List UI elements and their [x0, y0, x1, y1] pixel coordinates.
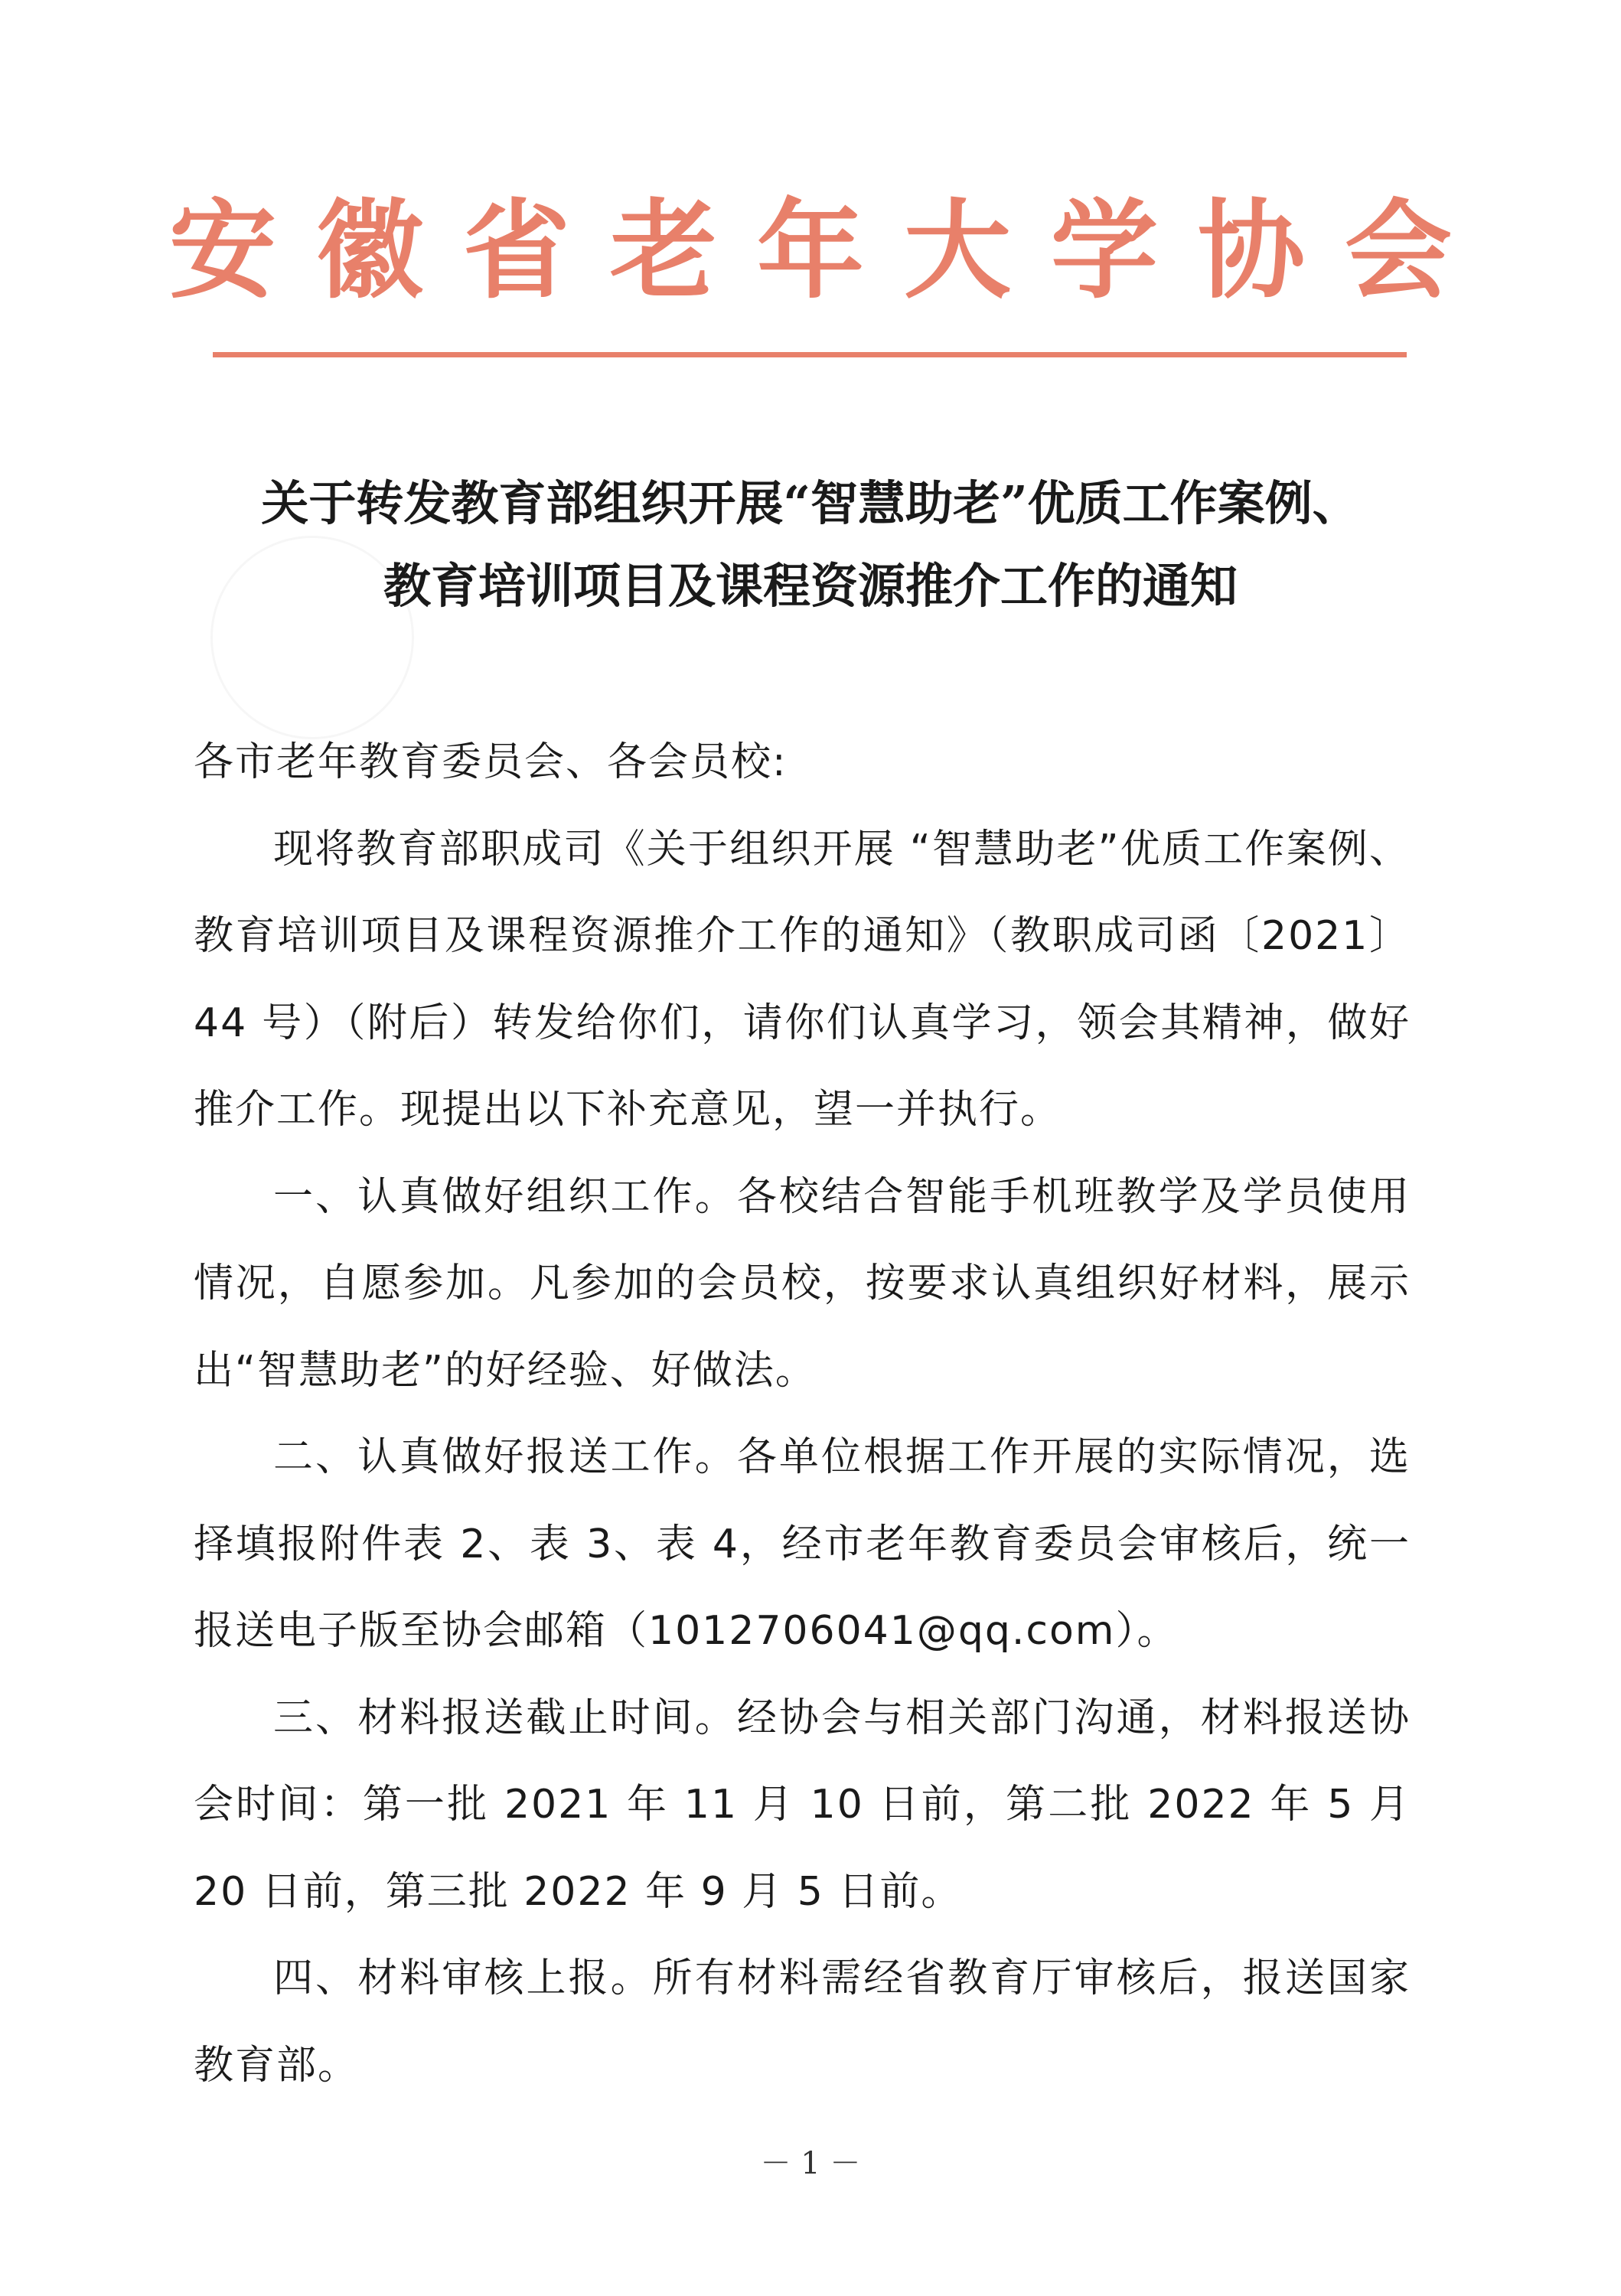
body-paragraph-item-4: 四、材料审核上报。所有材料需经省教育厅审核后，报送国家教育部。: [194, 1955, 1411, 2089]
page-number: － 1 －: [760, 2146, 861, 2181]
body-paragraph-item-1: 一、认真做好组织工作。各校结合智能手机班教学及学员使用情况，自愿参加。凡参加的会员校，按要求认真组织好材料，展示出“智慧助老”的好经验、好做法。: [194, 1173, 1411, 1394]
header-divider: [213, 352, 1407, 357]
document-title-line-2: 教育培训项目及课程资源推介工作的通知: [383, 558, 1238, 614]
organization-header: 安徽省老年大学协会: [168, 188, 1492, 314]
document-body: [194, 719, 1411, 2109]
salutation: 各市老年教育委员会、各会员校:: [194, 739, 788, 785]
body-paragraph-item-2: 二、认真做好报送工作。各单位根据工作开展的实际情况，选择填报附件表 2、表 3、表 4，经市老年教育委员会审核后，统一报送电子版至协会邮箱（1012706041@qq.com）。: [194, 1434, 1411, 1654]
body-paragraph-item-3: 三、材料报送截止时间。经协会与相关部门沟通，材料报送协会时间：第一批 2021 年 11 月 10 日前，第二批 2022 年 5 月 20 日前，第三批 2022 年 9 月 5 日前。: [194, 1694, 1411, 1915]
document-title-line-1: 关于转发教育部组织开展“智慧助老”优质工作案例、: [261, 475, 1360, 531]
body-paragraph-intro: 现将教育部职成司《关于组织开展 “智慧助老”优质工作案例、教育培训项目及课程资源推介工作的通知》（教职成司函〔2021〕44 号）（附后）转发给你们，请你们认真学习，领会其精神，做好推介工作。现提出以下补充意见，望一并执行。: [194, 826, 1411, 1133]
